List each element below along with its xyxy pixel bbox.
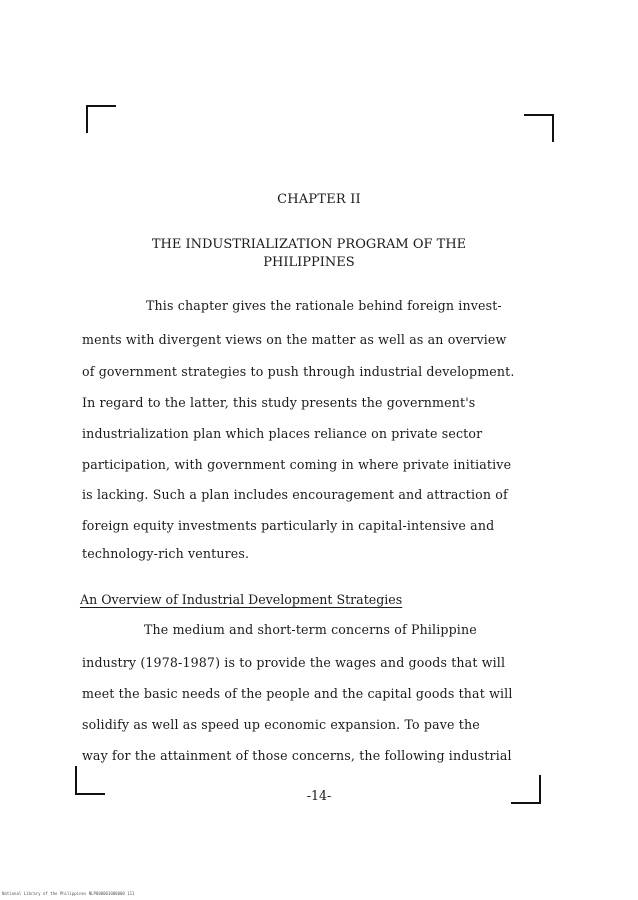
paragraph-2-line: The medium and short-term concerns of Philippine xyxy=(144,622,477,637)
scan-footer: National Library of the Philippines NLP000001000000 111 xyxy=(2,891,135,896)
chapter-title-line-1: THE INDUSTRIALIZATION PROGRAM OF THE xyxy=(151,237,467,252)
paragraph-1-line: is lacking. Such a plan includes encouragement and attraction of xyxy=(82,487,508,502)
paragraph-1-line: industrialization plan which places reliance on private sector xyxy=(82,426,483,441)
paragraph-1-line: participation, with government coming in where private initiative xyxy=(82,457,512,472)
crop-mark-top-left-h xyxy=(86,105,116,107)
paragraph-2-line: industry (1978-1987) is to provide the wages and goods that will xyxy=(82,655,506,670)
page-number: -14- xyxy=(306,788,332,803)
chapter-title-line-2: PHILIPPINES xyxy=(263,255,355,270)
paragraph-2-line: meet the basic needs of the people and the capital goods that will xyxy=(82,686,513,701)
paragraph-2-line: way for the attainment of those concerns, the following industrial xyxy=(82,748,512,763)
paragraph-1-line: of government strategies to push through industrial development. xyxy=(82,364,515,379)
paragraph-1-line: foreign equity investments particularly in capital-intensive and xyxy=(82,518,495,533)
paragraph-2-line: solidify as well as speed up economic expansion. To pave the xyxy=(82,717,480,732)
chapter-title xyxy=(0,236,618,272)
crop-mark-top-right-h xyxy=(524,114,554,116)
chapter-label: CHAPTER II xyxy=(277,192,361,207)
paragraph-1-line: In regard to the latter, this study presents the government's xyxy=(82,395,476,410)
paragraph-1-line: This chapter gives the rationale behind foreign invest- xyxy=(146,298,502,313)
crop-mark-top-left-v xyxy=(86,105,88,133)
crop-mark-top-right-v xyxy=(552,114,554,142)
section-heading: An Overview of Industrial Development Strategies xyxy=(80,592,403,607)
paragraph-1-line: ments with divergent views on the matter as well as an overview xyxy=(82,332,507,347)
paragraph-1-line: technology-rich ventures. xyxy=(82,546,250,561)
